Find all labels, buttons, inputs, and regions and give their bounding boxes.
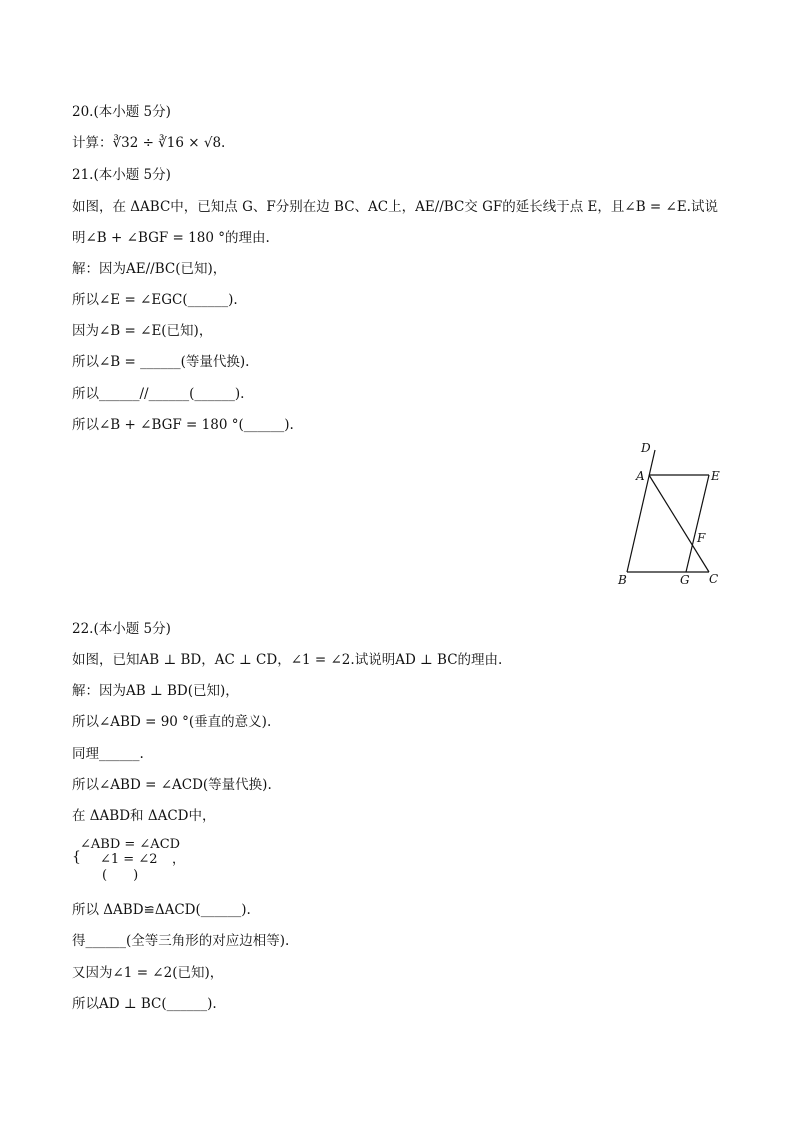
problem-21-step: 所以______//______(______).: [72, 386, 245, 402]
label-g: G: [680, 573, 690, 587]
problem-21-step: 所以∠E = ∠EGC(______).: [72, 292, 238, 308]
system-brace: {: [72, 849, 81, 865]
problem-22-step: 在 ΔABD和 ΔACD中，: [72, 808, 216, 824]
problem-22-header: 22.(本小题 5分): [72, 621, 171, 637]
problem-21-step: 所以∠B + ∠BGF = 180 °(______).: [72, 417, 294, 433]
problem-22-step: 所以AD ⊥ BC(______).: [72, 996, 217, 1012]
problem-22-step: 所以 ΔABD≌ΔACD(______).: [72, 902, 251, 918]
condition-row-3: ( ): [102, 868, 139, 883]
label-e: E: [711, 469, 720, 483]
label-b: B: [618, 573, 627, 587]
label-c: C: [709, 572, 719, 586]
problem-21-header: 21.(本小题 5分): [72, 167, 171, 183]
condition-row-2-suffix: ，: [172, 852, 186, 867]
label-f: F: [697, 531, 706, 545]
problem-22-step: 同理______.: [72, 746, 144, 762]
problem-20-header: 20.(本小题 5分): [72, 104, 171, 120]
problem-22-step: 所以∠ABD = 90 °(垂直的意义).: [72, 714, 272, 730]
problem-22-step: 又因为∠1 = ∠2(已知)，: [72, 965, 224, 981]
geometry-figure: [600, 436, 740, 596]
condition-row-1: ∠ABD = ∠ACD: [80, 837, 181, 852]
label-a: A: [636, 469, 645, 483]
problem-21-step: 解：因为AE//BC(已知)，: [72, 261, 227, 277]
problem-22-step: 得______(全等三角形的对应边相等).: [72, 933, 290, 949]
problem-22-step: 所以∠ABD = ∠ACD(等量代换).: [72, 777, 272, 793]
label-d: D: [641, 441, 651, 455]
geometry-figure-svg: [600, 436, 740, 596]
segment-ge: [686, 475, 709, 572]
problem-21-step: 所以∠B = ______(等量代换).: [72, 354, 250, 370]
problem-22-statement: 如图，已知AB ⊥ BD，AC ⊥ CD，∠1 = ∠2.试说明AD ⊥ BC的理由.: [72, 652, 503, 668]
problem-22-step: 解：因为AB ⊥ BD(已知)，: [72, 683, 239, 699]
problem-21-statement-line2: 明∠B + ∠BGF = 180 °的理由.: [72, 230, 270, 246]
condition-row-2: ∠1 = ∠2: [100, 852, 158, 867]
segment-ac: [649, 475, 709, 572]
problem-21-statement-line1: 如图，在 ΔABC中，已知点 G、F分别在边 BC、AC上，AE//BC交 GF的延长线于点 E，且∠B = ∠E.试说: [72, 199, 718, 215]
problem-21-step: 因为∠B = ∠E(已知)，: [72, 323, 213, 339]
problem-20-statement: 计算：∛32 ÷ ∛16 × √8.: [72, 135, 226, 151]
